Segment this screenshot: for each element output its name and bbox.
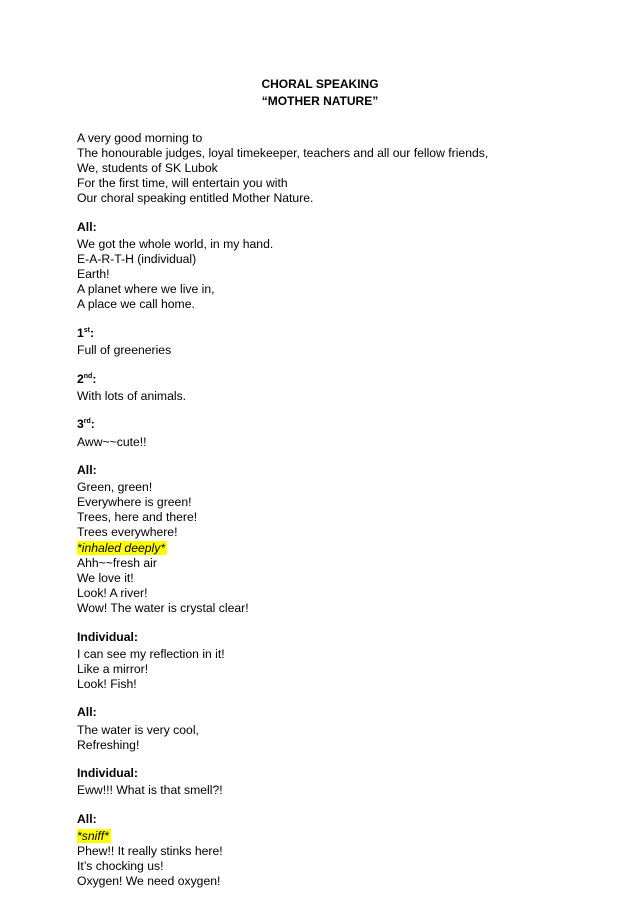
speaker-name: All:: [77, 705, 97, 720]
intro-section: [77, 131, 577, 206]
speaker-colon: :: [90, 417, 95, 432]
intro-line: A very good morning to: [77, 131, 203, 145]
speaker-label: [77, 705, 577, 720]
line-text: A place we call home.: [77, 297, 195, 312]
script-line: [77, 571, 577, 586]
intro-line: For the first time, will entertain you with: [77, 176, 288, 191]
line-text: Everywhere is green!: [77, 495, 192, 510]
stage-direction: *inhaled deeply*: [77, 540, 166, 555]
line-text: Full of greeneries: [77, 343, 172, 358]
speaker-name: Individual:: [77, 766, 138, 781]
line-text: Aww~~cute!!: [77, 434, 147, 449]
script-line: [77, 297, 577, 312]
script-line: [77, 874, 577, 889]
line-text: We love it!: [77, 570, 134, 585]
speaker-ordinal-suffix: nd: [83, 372, 93, 380]
script-line: [77, 389, 577, 404]
speaker-name: 2: [77, 371, 84, 386]
script-line: [77, 647, 577, 662]
line-text: The water is very cool,: [77, 722, 199, 737]
speaker-label: [77, 220, 577, 235]
speaker-colon: :: [90, 326, 95, 341]
script-line: [77, 510, 577, 525]
script-section: [77, 220, 577, 313]
script-line: [77, 829, 577, 844]
line-text: Eww!!! What is that smell?!: [77, 783, 223, 798]
line-text: Wow! The water is crystal clear!: [77, 600, 249, 615]
document-subtitle: “MOTHER NATURE”: [261, 94, 379, 108]
intro-line: We, students of SK Lubok: [77, 161, 218, 176]
line-text: Green, green!: [77, 480, 153, 495]
script-line: [77, 586, 577, 601]
script-line: [77, 480, 577, 495]
line-text: Ahh~~fresh air: [77, 555, 157, 570]
script-line: [77, 783, 577, 798]
speaker-colon: :: [92, 371, 97, 386]
document-title: CHORAL SPEAKING: [261, 77, 379, 91]
line-text: A planet where we live in,: [77, 282, 215, 297]
script-line: [77, 859, 577, 874]
speaker-name: Individual:: [77, 629, 138, 644]
script-section: [77, 812, 577, 889]
script-sections: [77, 220, 577, 889]
script-section: [77, 463, 577, 616]
line-text: Trees, here and there!: [77, 510, 198, 525]
script-line: [77, 525, 577, 540]
speaker-ordinal-suffix: rd: [83, 418, 91, 426]
line-text: Oxygen! We need oxygen!: [77, 874, 221, 889]
title-block: [0, 76, 638, 110]
script-line: [77, 495, 577, 510]
script-line: [77, 541, 577, 556]
script-line: [77, 662, 577, 677]
speaker-label: [77, 417, 577, 432]
line-text: Earth!: [77, 267, 110, 282]
script-line: [77, 738, 577, 753]
line-text: We got the whole world, in my hand.: [77, 237, 274, 252]
line-text: I can see my reflection in it!: [77, 646, 225, 661]
speaker-ordinal-suffix: st: [83, 327, 91, 335]
script-line: [77, 601, 577, 616]
line-text: Look! Fish!: [77, 676, 137, 691]
speaker-name: All:: [77, 463, 97, 478]
speaker-label: [77, 766, 577, 781]
speaker-name: 3: [77, 417, 84, 432]
script-line: [77, 435, 577, 450]
line-text: With lots of animals.: [77, 388, 187, 403]
speaker-label: [77, 812, 577, 827]
script-line: [77, 723, 577, 738]
line-text: Look! A river!: [77, 585, 148, 600]
speaker-label: [77, 630, 577, 645]
line-text: Trees everywhere!: [77, 525, 178, 540]
document-body: [77, 131, 577, 903]
speaker-name: All:: [77, 811, 97, 826]
script-line: [77, 677, 577, 692]
script-section: [77, 417, 577, 449]
speaker-name: 1: [77, 326, 84, 341]
intro-line: The honourable judges, loyal timekeeper, teachers and all our fellow friends,: [77, 146, 489, 161]
speaker-label: [77, 463, 577, 478]
line-text: Like a mirror!: [77, 661, 149, 676]
script-section: [77, 372, 577, 404]
script-line: [77, 556, 577, 571]
script-line: [77, 844, 577, 859]
script-section: [77, 630, 577, 692]
line-text: Refreshing!: [77, 737, 140, 752]
script-section: [77, 766, 577, 798]
script-line: [77, 343, 577, 358]
speaker-name: All:: [77, 219, 97, 234]
speaker-label: [77, 326, 577, 341]
script-section: [77, 705, 577, 752]
script-line: [77, 282, 577, 297]
speaker-label: [77, 372, 577, 387]
line-text: E-A-R-T-H (individual): [77, 252, 197, 267]
intro-line: Our choral speaking entitled Mother Nature.: [77, 191, 314, 206]
script-line: [77, 267, 577, 282]
script-section: [77, 326, 577, 358]
script-line: [77, 252, 577, 267]
stage-direction: *sniff*: [77, 828, 109, 843]
script-line: [77, 237, 577, 252]
line-text: It’s chocking us!: [77, 859, 164, 874]
line-text: Phew!! It really stinks here!: [77, 844, 223, 859]
